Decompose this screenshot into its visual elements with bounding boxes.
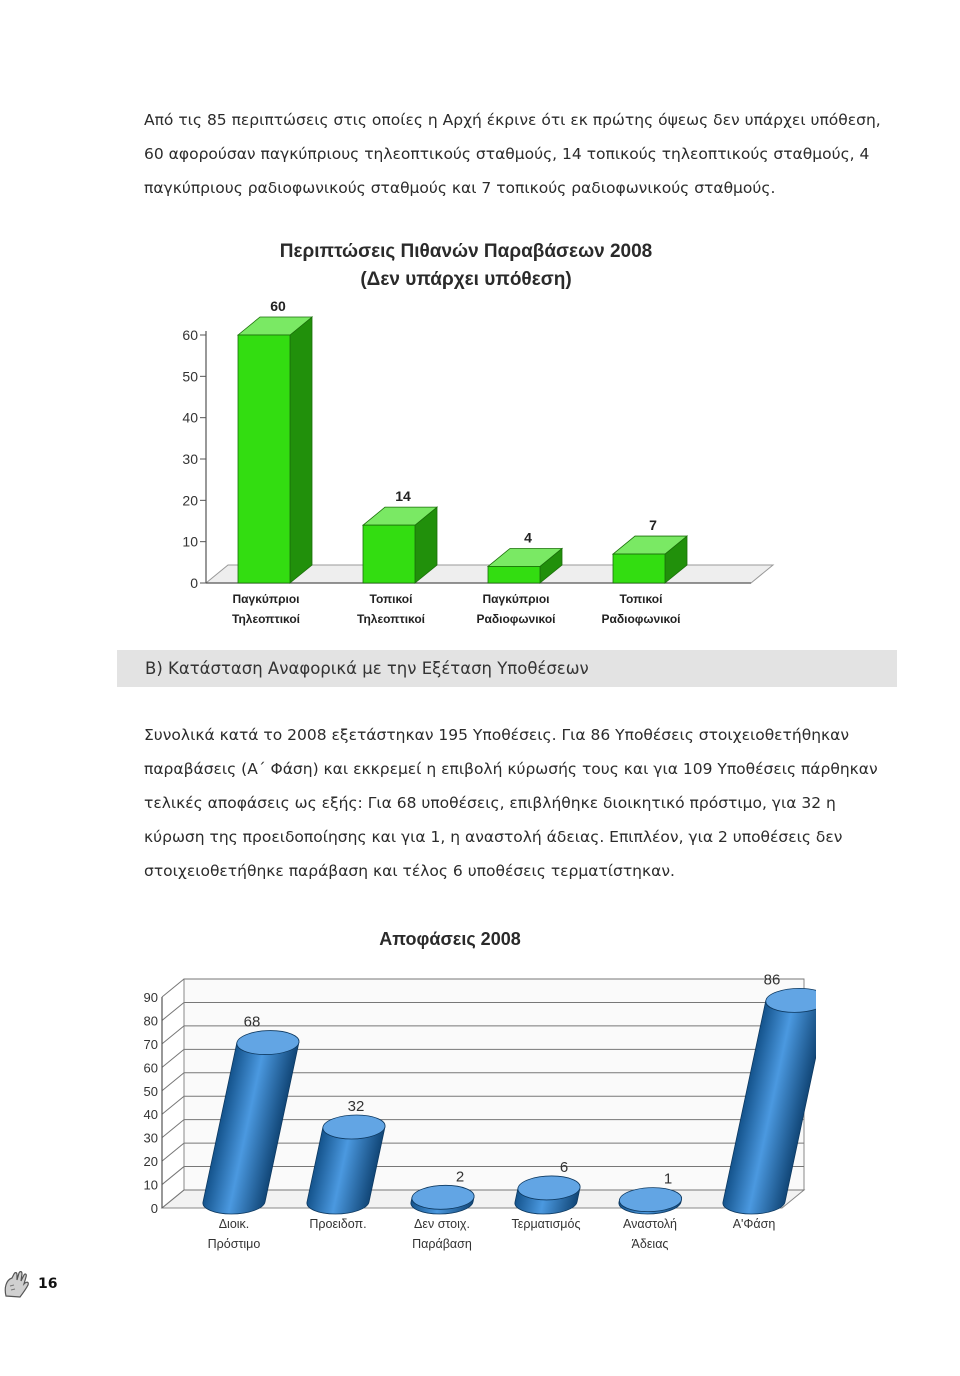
intro-paragraph-line: 60 αφορούσαν παγκύπριους τηλεοπτικούς σταθμούς, 14 τοπικούς τηλεοπτικούς σταθμούς, 4 <box>144 145 870 163</box>
category-label: Πρόστιμο <box>207 1237 261 1251</box>
y-tick-label: 40 <box>143 1107 158 1123</box>
bar <box>363 507 437 583</box>
y-tick-label: 10 <box>182 533 198 550</box>
category-label: Τοπικοί <box>619 592 663 606</box>
cases-summary-paragraph <box>144 718 904 888</box>
cases-summary-paragraph-line: παραβάσεις (Α΄ Φάση) και εκκρεμεί η επιβολή κύρωσής τους και για 109 Υποθέσεις πάρθηκαν <box>144 760 878 778</box>
y-tick-label: 30 <box>182 451 198 467</box>
data-label: 1 <box>663 1170 673 1188</box>
y-tick-label: 60 <box>182 327 198 343</box>
category-label: Α'Φάση <box>732 1217 776 1231</box>
chart-decisions-svg <box>132 925 816 1268</box>
y-tick-label: 20 <box>182 492 198 509</box>
category-label: Άδειας <box>631 1237 669 1251</box>
y-tick-label: 50 <box>182 368 198 385</box>
intro-paragraph-line: παγκύπριους ραδιοφωνικούς σταθμούς και 7 τοπικούς ραδιοφωνικούς σταθμούς. <box>144 179 776 197</box>
y-tick-label: 10 <box>143 1177 158 1193</box>
data-label: 86 <box>763 971 781 989</box>
y-tick-label: 60 <box>143 1060 158 1076</box>
data-label: 60 <box>270 298 286 314</box>
bar-front <box>363 525 415 583</box>
y-tick-label: 0 <box>190 575 198 591</box>
data-label: 4 <box>524 529 532 546</box>
page-footer <box>0 1262 80 1310</box>
category-label: Ραδιοφωνικοί <box>476 612 556 626</box>
data-label: 68 <box>243 1013 261 1031</box>
bar-front <box>488 566 540 583</box>
chart-possible-violations-2008 <box>118 235 815 631</box>
category-label: Παράβαση <box>412 1237 472 1251</box>
chart-title: Περιπτώσεις Πιθανών Παραβάσεων 2008 <box>279 241 653 262</box>
section-heading: Β) Κατάσταση Αναφορικά με την Εξέταση Υποθέσεων <box>117 650 897 687</box>
y-tick-label: 90 <box>143 990 158 1005</box>
data-label: 6 <box>559 1158 569 1176</box>
y-tick-label: 20 <box>143 1154 158 1170</box>
y-tick-label: 80 <box>143 1013 158 1029</box>
data-label: 7 <box>649 517 657 534</box>
y-tick-label: 0 <box>150 1201 158 1216</box>
category-label: Τοπικοί <box>369 592 413 606</box>
category-label: Προειδοπ. <box>309 1217 367 1231</box>
chart-possible-violations-svg <box>118 235 815 631</box>
bar <box>238 317 312 583</box>
cases-summary-paragraph-line: στοιχειοθετήθηκε παράβαση και τέλος 6 υποθέσεις τερματίστηκαν. <box>144 862 675 880</box>
intro-paragraph-line: Από τις 85 περιπτώσεις στις οποίες η Αρχή έκρινε ότι εκ πρώτης όψεως δεν υπάρχει υπόθεση, <box>144 111 881 129</box>
data-label: 32 <box>347 1097 365 1115</box>
chart-decisions-2008 <box>132 925 816 1268</box>
chart-title: Αποφάσεις 2008 <box>379 929 521 949</box>
data-label: 14 <box>395 488 411 505</box>
category-label: Διοικ. <box>218 1217 250 1231</box>
cases-summary-paragraph-line: τελικές αποφάσεις ως εξής: Για 68 υποθέσεις, επιβλήθηκε διοικητικό πρόστιμο, για 32 η <box>144 794 836 812</box>
hand-logo-icon <box>2 1270 36 1300</box>
bar-front <box>238 335 290 583</box>
category-label: Τερματισμός <box>511 1217 581 1231</box>
y-tick-label: 50 <box>143 1083 158 1099</box>
intro-paragraph <box>144 103 904 205</box>
chart-subtitle: (Δεν υπάρχει υπόθεση) <box>360 269 572 290</box>
category-label: Τηλεοπτικοί <box>232 612 300 626</box>
data-label: 2 <box>455 1168 465 1186</box>
category-label: Τηλεοπτικοί <box>357 612 425 626</box>
bar-front <box>613 554 665 583</box>
bar-side <box>290 317 312 583</box>
page-number: 16 <box>38 1276 58 1292</box>
cases-summary-paragraph-line: Συνολικά κατά το 2008 εξετάστηκαν 195 Υποθέσεις. Για 86 Υποθέσεις στοιχειοθετήθηκαν <box>144 726 850 744</box>
cases-summary-paragraph-line: κύρωση της προειδοποίησης και για 1, η αναστολή άδειας. Επιπλέον, για 2 υποθέσεις δεν <box>144 828 843 846</box>
category-label: Παγκύπριοι <box>232 592 300 606</box>
category-label: Παγκύπριοι <box>482 592 550 606</box>
y-tick-label: 70 <box>143 1036 158 1052</box>
category-label: Αναστολή <box>623 1217 677 1231</box>
category-label: Ραδιοφωνικοί <box>601 612 681 626</box>
category-label: Δεν στοιχ. <box>414 1217 470 1231</box>
y-tick-label: 30 <box>143 1130 158 1146</box>
y-tick-label: 40 <box>182 409 198 426</box>
